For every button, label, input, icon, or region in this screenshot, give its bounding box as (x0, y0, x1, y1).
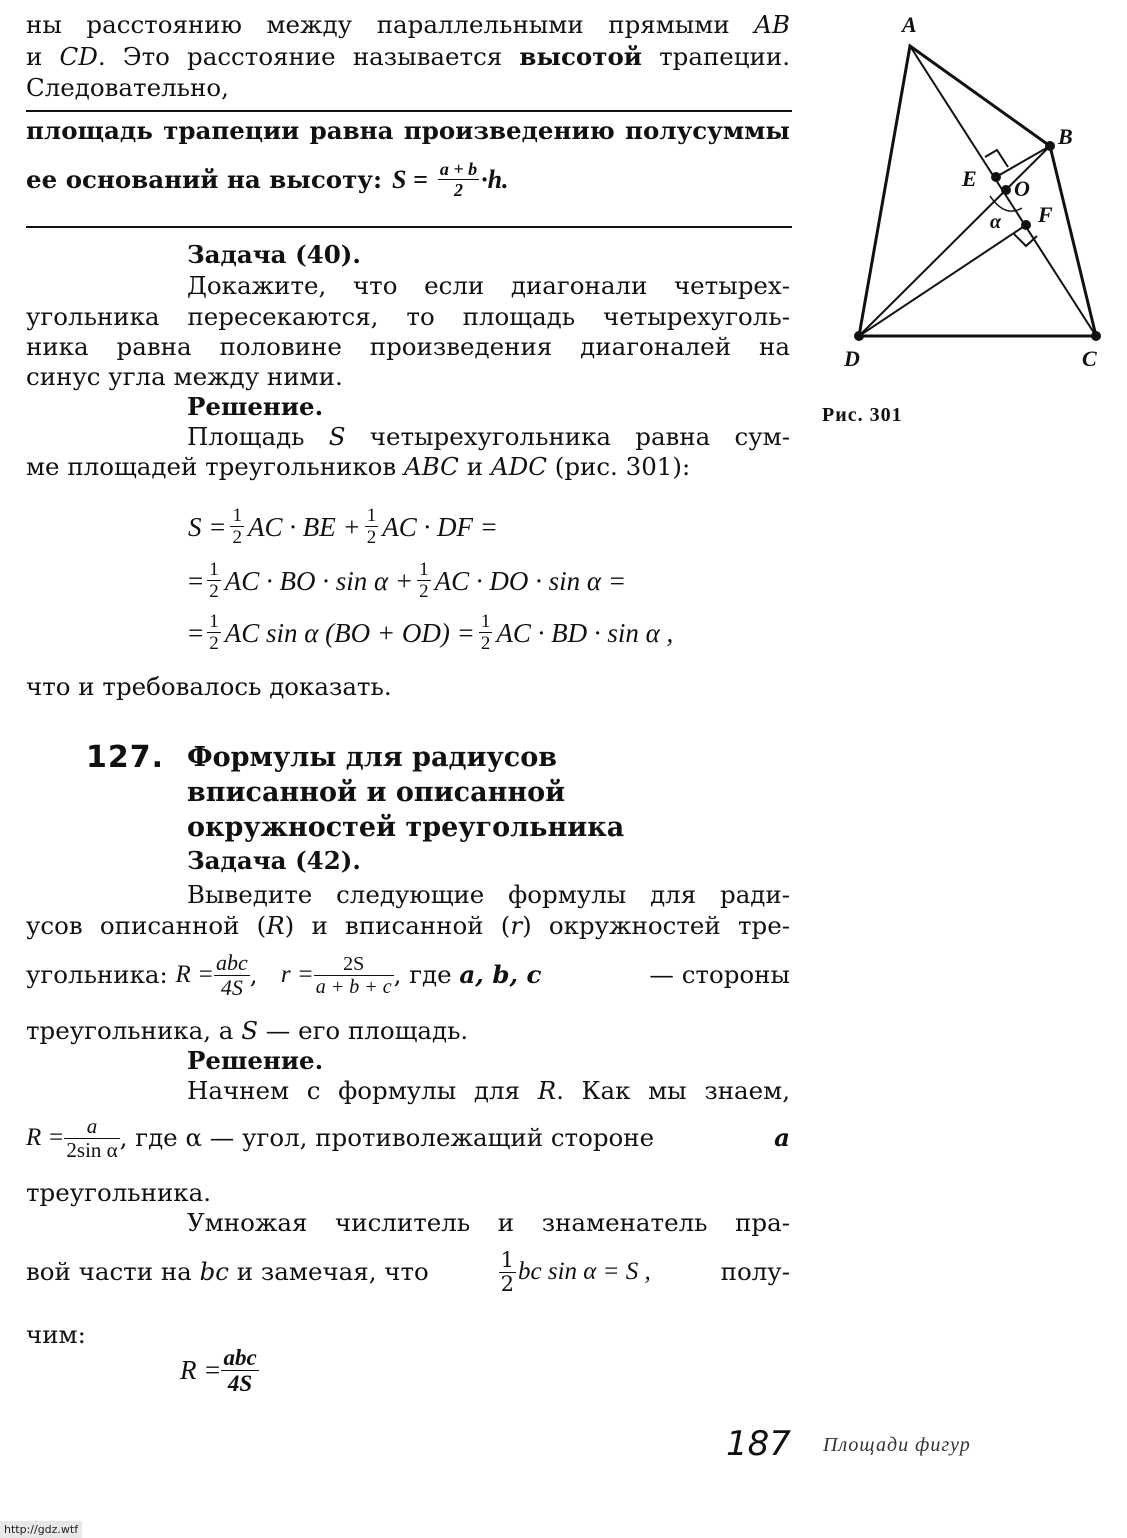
label-a: A (902, 12, 917, 37)
figure-caption: Рис. 301 (822, 404, 903, 426)
task-text: треугольника, а S — его площадь. (26, 1016, 469, 1045)
solution-text: ме площадей треугольников ABC и ADC (рис. 301): (26, 452, 691, 481)
label-d: D (844, 346, 860, 371)
solution-label: Решение. (187, 1046, 324, 1075)
section-number: 127. (86, 740, 165, 775)
point-c (1091, 331, 1101, 341)
task-text: синус угла между ними. (26, 362, 343, 391)
task-text: Докажите, что если диагонали четырех- (187, 271, 790, 300)
solution-text: треугольника. (26, 1178, 212, 1207)
right-angle-e (985, 150, 1008, 167)
running-title: Площади фигур (823, 1434, 971, 1456)
trapezoid-fraction: $\frac{a + b}{2}$ (439, 159, 478, 200)
section-title: вписанной и описанной (187, 777, 566, 808)
task-text: ника равна половине произведения диагоналей на (26, 332, 790, 361)
point-f (1021, 220, 1031, 230)
task-title: Задача (42). (187, 846, 361, 875)
quadrilateral-abcd (859, 46, 1096, 336)
right-angle-f (1014, 234, 1037, 246)
solution-text: чим: (26, 1320, 86, 1349)
rule-formula-line: ее оснований на высоту: S = $\frac{a + b}{2}$ ·h. (26, 159, 509, 200)
label-c: C (1082, 346, 1097, 371)
point-e (991, 172, 1001, 182)
task-text: угольника пересекаются, то площадь четырехуголь- (26, 302, 790, 331)
equation-2: = $\frac{1}{2}$ AC · BO · sin α + $\frac{1}{2}$ AC · DO · sin α = (188, 559, 627, 602)
watermark-link[interactable]: http://gdz.wtf (0, 1521, 82, 1538)
conclusion: что и требовалось доказать. (26, 672, 392, 701)
final-formula: R = $\frac{\text{abc}}{4S}$ (180, 1344, 257, 1396)
task-text: Выведите следующие формулы для ради- (187, 880, 790, 909)
text-line: и CD. Это расстояние называется высотой трапеции. (26, 42, 790, 71)
rule-top (26, 110, 792, 112)
text-line: ны расстоянию между параллельными прямыми AB (26, 10, 790, 39)
formula-line: R = $\frac{a}{\text{2sin α}}$ , где α — угол, противолежащий стороне a (26, 1113, 790, 1162)
figure-301 (830, 0, 1120, 390)
solution-text: Начнем с формулы для R. Как мы знаем, (187, 1076, 790, 1105)
rule-text: площадь трапеции равна произведению полусуммы (26, 116, 790, 145)
equation-1: S = $\frac{1}{2}$ AC · BE + $\frac{1}{2}$ AC · DF = (188, 505, 498, 548)
label-alpha: α (990, 211, 1002, 233)
point-d (854, 331, 864, 341)
solution-text: Площадь S четырехугольника равна сум- (187, 422, 790, 451)
section-title: окружностей треугольника (187, 812, 625, 843)
formula-line: угольника: R = $\frac{\text{abc}}{4S}$ , r = $\frac{2S}{a + b + c}$ , где a, b, c — стороны (26, 949, 790, 1000)
solution-text: Умножая числитель и знаменатель пра- (187, 1208, 790, 1237)
task-text: усов описанной (R) и вписанной (r) окружностей тре- (26, 911, 790, 940)
task-title: Задача (40). (187, 240, 361, 269)
point-b (1045, 141, 1055, 151)
label-o: O (1014, 176, 1030, 201)
section-title: Формулы для радиусов (187, 742, 558, 773)
solution-label: Решение. (187, 392, 324, 421)
label-e: E (962, 166, 977, 191)
point-o (1001, 185, 1011, 195)
formula-line: вой части на bc и замечая, что $\frac{1}{2}$ bc sin α = S , полу- (26, 1247, 790, 1296)
perpendicular-df (859, 225, 1026, 336)
label-b: B (1058, 124, 1073, 149)
text-line: Следовательно, (26, 73, 229, 102)
equation-3: = $\frac{1}{2}$ AC sin α (BO + OD) = $\frac{1}{2}$ AC · BD · sin α , (188, 611, 674, 654)
page-number: 187 (726, 1424, 791, 1464)
rule-bottom (26, 226, 792, 228)
label-f: F (1038, 202, 1053, 227)
